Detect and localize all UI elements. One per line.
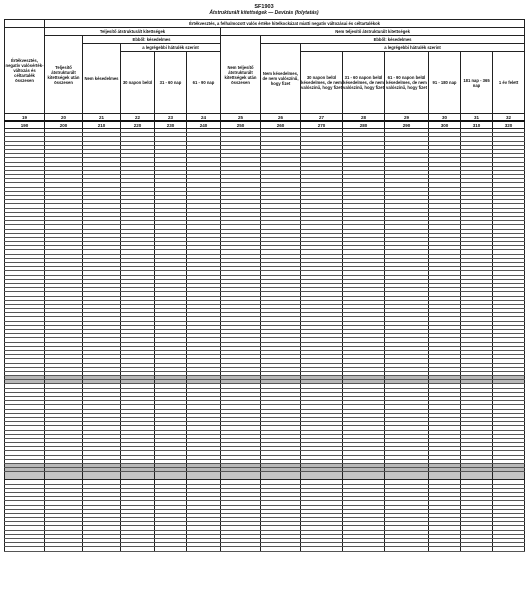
row-code: 300 [429, 121, 461, 129]
table-cell[interactable] [221, 547, 261, 551]
table-cell[interactable] [429, 547, 461, 551]
header-col-np-61-90: 61 - 90 napon belül késedelmes, de nem valószínű, hogy fizet [385, 52, 429, 114]
table-cell[interactable] [301, 547, 343, 551]
table-cell[interactable] [429, 472, 461, 480]
col-number: 20 [45, 114, 83, 122]
band-row [5, 472, 525, 480]
table-cell[interactable] [121, 547, 155, 551]
header-col-61-90: 61 - 90 nap [187, 52, 221, 114]
header-np-total: Nem teljesítő átstrukturált kitettségek után összesen [221, 36, 261, 114]
table-cell[interactable] [121, 472, 155, 480]
data-rows [5, 129, 525, 552]
table-cell[interactable] [221, 472, 261, 480]
col-number: 19 [5, 114, 45, 122]
table-cell[interactable] [5, 472, 45, 480]
header-not-overdue: Nem késedelmes [83, 44, 121, 114]
header-due-days-np: a legrégebbi hátralék szerint [301, 44, 525, 52]
header-col-31-60: 31 - 60 nap [155, 52, 187, 114]
col-number: 22 [121, 114, 155, 122]
header-due-days: a legrégebbi hátralék szerint [121, 44, 221, 52]
row-code: 280 [343, 121, 385, 129]
table-cell[interactable] [461, 472, 493, 480]
data-table [4, 19, 525, 552]
row-code: 240 [187, 121, 221, 129]
table-cell[interactable] [261, 547, 301, 551]
row-code: 270 [301, 121, 343, 129]
col-number: 23 [155, 114, 187, 122]
row-code: 290 [385, 121, 429, 129]
header-col-np-181-365: 181 nap - 365 nap [461, 52, 493, 114]
table-cell[interactable] [155, 472, 187, 480]
col-number: 32 [493, 114, 525, 122]
row-code: 260 [261, 121, 301, 129]
table-cell[interactable] [45, 472, 83, 480]
form-subtitle: Átstrukturált kitettségek — Devizás (folytatás) [209, 10, 319, 16]
header-col-30: 30 napon belül [121, 52, 155, 114]
header-performing-total: Teljesítő átstrukturált kitettségek után összesen [45, 36, 83, 114]
table-cell[interactable] [493, 472, 525, 480]
header-col-np-31-60: 31 - 60 napon belül késedelmes, de nem valószínű, hogy fizet [343, 52, 385, 114]
col-number: 24 [187, 114, 221, 122]
header-col-np-1y: 1 év felett [493, 52, 525, 114]
row-code: 250 [221, 121, 261, 129]
form-code: SF1903 [254, 4, 274, 10]
col-number: 27 [301, 114, 343, 122]
col-number: 30 [429, 114, 461, 122]
header-top-group: Értékvesztés, a felhalmozott valós értéke hitelkockázat miatti negatív változásai és céltartalékok [45, 20, 525, 28]
row-code: 310 [461, 121, 493, 129]
table-cell[interactable] [45, 547, 83, 551]
row-code: 320 [493, 121, 525, 129]
header-overdue-np: Ebből: késedelmes [261, 36, 525, 44]
header-np-not-overdue: Nem késedelmes, de nem valószínű, hogy fizet [261, 44, 301, 114]
table-cell[interactable] [83, 472, 121, 480]
header-col-np-91-180: 91 - 180 nap [429, 52, 461, 114]
table-cell[interactable] [385, 472, 429, 480]
blank-corner [5, 20, 45, 28]
col-number: 25 [221, 114, 261, 122]
row-code: 220 [121, 121, 155, 129]
table-cell[interactable] [5, 547, 45, 551]
header-performing: Teljesítő átstrukturált kitettségek [45, 28, 221, 36]
col-number: 21 [83, 114, 121, 122]
col-number: 26 [261, 114, 301, 122]
col-number: 29 [385, 114, 429, 122]
table-cell[interactable] [83, 547, 121, 551]
table-cell[interactable] [261, 472, 301, 480]
table-cell[interactable] [343, 472, 385, 480]
table-cell[interactable] [301, 472, 343, 480]
header-col-np-30: 30 napon belül késedelmes, de nem valószínű, hogy fizet [301, 52, 343, 114]
table-cell[interactable] [385, 547, 429, 551]
table-cell[interactable] [343, 547, 385, 551]
table-cell[interactable] [187, 547, 221, 551]
header-nonperforming: Nem teljesítő átstrukturált kitettségek [221, 28, 525, 36]
table-cell[interactable] [155, 547, 187, 551]
col-number: 28 [343, 114, 385, 122]
table-cell[interactable] [461, 547, 493, 551]
table-cell[interactable] [493, 547, 525, 551]
row-code: 210 [83, 121, 121, 129]
row-code: 230 [155, 121, 187, 129]
table-row [5, 547, 525, 551]
row-code: 200 [45, 121, 83, 129]
header-overdue: Ebből: késedelmes [83, 36, 221, 44]
header-total: Értékvesztés, negatív valósérték-változás és céltartalék összesen [5, 28, 45, 114]
table-cell[interactable] [187, 472, 221, 480]
row-code: 190 [5, 121, 45, 129]
col-number: 31 [461, 114, 493, 122]
